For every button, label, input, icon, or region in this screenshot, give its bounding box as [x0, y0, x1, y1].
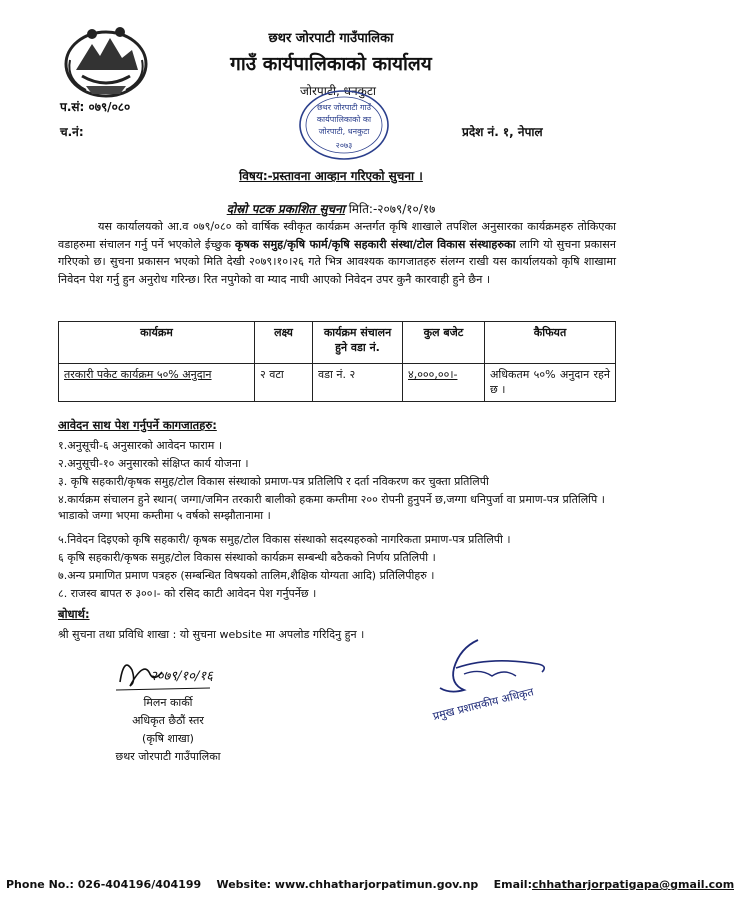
paragraph-bold: कृषक समुह/कृषि फार्म/कृषि सहकारी संस्था/टोल विकास संस्थाहरुका: [234, 237, 516, 251]
subject-text: विषय:-प्रस्तावना आव्हान गरिएको सुचना ।: [239, 169, 423, 183]
bodhartha-title: बोधार्थ:: [58, 607, 90, 621]
reference-number: प.सं: ०७९/०८०: [60, 100, 131, 114]
notice-paragraph: [58, 218, 616, 288]
table-header-row: [59, 322, 616, 364]
cell-target: २ वटा: [255, 364, 313, 402]
signatory-branch: (कृषि शाखा): [142, 732, 194, 745]
list-item: ८. राजस्व बापत रु ३००।- को रसिद काटी आवेदन पेश गर्नुपर्नेछ ।: [58, 587, 317, 600]
stamp-line-2: कार्यपालिकाको का: [316, 115, 372, 124]
cell-ward: वडा नं. २: [313, 364, 403, 402]
list-item: ५.निवेदन दिइएको कृषि सहकारी/ कृषक समुह/टोल विकास संस्थाको सदस्यहरुको नागरिकता प्रमाण-पत्र प्रतिलिपी ।: [58, 533, 511, 546]
chief-officer-designation: प्रमुख प्रशासकीय अधिकृत: [431, 685, 535, 723]
signatory-designation: अधिकृत छैठौं स्तर: [132, 714, 204, 727]
stamp-line-3: जोरपाटी, धनकुटा: [318, 127, 370, 136]
office-location: जोरपाटी, धनकुटा: [300, 84, 377, 98]
list-item: ६ कृषि सहकारी/कृषक समुह/टोल विकास संस्थाको कार्यक्रम सम्बन्धी बठैकको निर्णय प्रतिलिपी ।: [58, 551, 436, 564]
program-table: [58, 321, 616, 402]
cell-program: तरकारी पकेट कार्यक्रम ५०% अनुदान: [59, 364, 255, 402]
header-remarks: कैफियत: [485, 322, 616, 364]
header-target: लक्ष्य: [255, 322, 313, 364]
list-item: १.अनुसूची-६ अनुसारको आवेदन फाराम ।: [58, 439, 222, 452]
notice-publication-line: [0, 200, 662, 217]
signature-date: २०७९/१०/१६: [150, 669, 213, 684]
footer-email-link[interactable]: chhatharjorpatigapa@gmail.com: [531, 878, 734, 891]
list-item: ४.कार्यक्रम संचालन हुने स्थान( जग्गा/जमिन तरकारी बालीको हकमा कम्तीमा २०० रोपनी हुनुपर्ने छ,जग्गा धनिपुर्जा वा प्रमाण-पत्र प्रतिलिपि । भाडाको जग्गा भएमा कम्तीमा ५ वर्षको सम्झौतानामा ।: [58, 493, 605, 522]
left-signatory-block: [108, 694, 228, 766]
subject-line: [0, 167, 662, 184]
dispatch-number: च.नं:: [60, 125, 84, 139]
signatory-office: छथर जोरपाटी गाउँपालिका: [115, 750, 221, 763]
footer-contact: [6, 878, 734, 891]
notice-date: मिति:-२०७९/१०/१७: [348, 202, 436, 216]
paragraph-part-2: लागि यो सुचना प्रकासन गरिएको छ। सुचना प्रकासन भएको मिति देखी २०७९।१०।२६ गते भित्र आवश्यक कागजातहरु संलग्न राखी यस कार्यालयको कृषि शाखामा निवेदन पेश गर्नु हुन अनुरोध गरिन्छ। रित नपुगेको वा म्याद नाघी आएको निवेदन उपर कुनै कारवाही हुने छैन ।: [58, 237, 616, 286]
header-program: कार्यक्रम: [59, 322, 255, 364]
office-name: गाउँ कार्यपालिकाको कार्यालय: [230, 53, 432, 75]
documents-title: आवेदन साथ पेश गर्नुपर्ने कागजातहरु:: [58, 418, 217, 432]
header-ward: कार्यक्रम संचालन हुने वडा नं.: [313, 322, 403, 364]
stamp-line-1: छथर जोरपाटी गाउँ: [316, 103, 372, 112]
paragraph-part-1: यस कार्यालयको आ.व ०७९/०८० को वार्षिक स्वीकृत कार्यक्रम अन्तर्गत कृषि शाखाले तपशिल अनुसारका कार्यक्रमहरु तोकिएका वडाहरुमा संचालन गर्नु पर्ने भएकोले ईच्छुक: [58, 220, 616, 251]
footer-email-label: Email:: [493, 878, 532, 891]
cell-remarks: अधिकतम ५०% अनुदान रहने छ ।: [485, 364, 616, 402]
notice-emphasis: दोस्रो पटक प्रकाशित सुचना: [226, 202, 345, 216]
municipality-name: छथर जोरपाटी गाउँपालिका: [268, 31, 394, 46]
left-signature: [110, 652, 220, 694]
cell-budget: ४,०००,००।-: [403, 364, 485, 402]
right-signature: [420, 628, 560, 728]
stamp-year: २०७३: [335, 141, 353, 150]
bodhartha-text: श्री सुचना तथा प्रविधि शाखा : यो सुचना website मा अपलोड गरिदिनु हुन ।: [58, 628, 365, 641]
header-budget: कुल बजेट: [403, 322, 485, 364]
footer-phone: Phone No.: 026-404196/404199: [6, 878, 202, 891]
list-item: ७.अन्य प्रमाणित प्रमाण पत्रहरु (सम्बन्धित विषयको तालिम,शैक्षिक योग्यता आदि) प्रतिलिपीहरु ।: [58, 569, 435, 582]
province-label: प्रदेश नं. १, नेपाल: [462, 125, 543, 139]
office-stamp: [296, 86, 392, 164]
table-row: [59, 364, 616, 402]
footer-website[interactable]: Website: www.chhatharjorpatimun.gov.np: [216, 878, 479, 891]
list-item: २.अनुसूची-१० अनुसारको संक्षिप्त कार्य योजना ।: [58, 457, 249, 470]
list-item: ३. कृषि सहकारी/कृषक समुह/टोल विकास संस्थाको प्रमाण-पत्र प्रतिलिपि र दर्ता नविकरण कर चुक्ता प्रतिलिपी: [58, 475, 489, 488]
signatory-name: मिलन कार्की: [143, 696, 193, 709]
